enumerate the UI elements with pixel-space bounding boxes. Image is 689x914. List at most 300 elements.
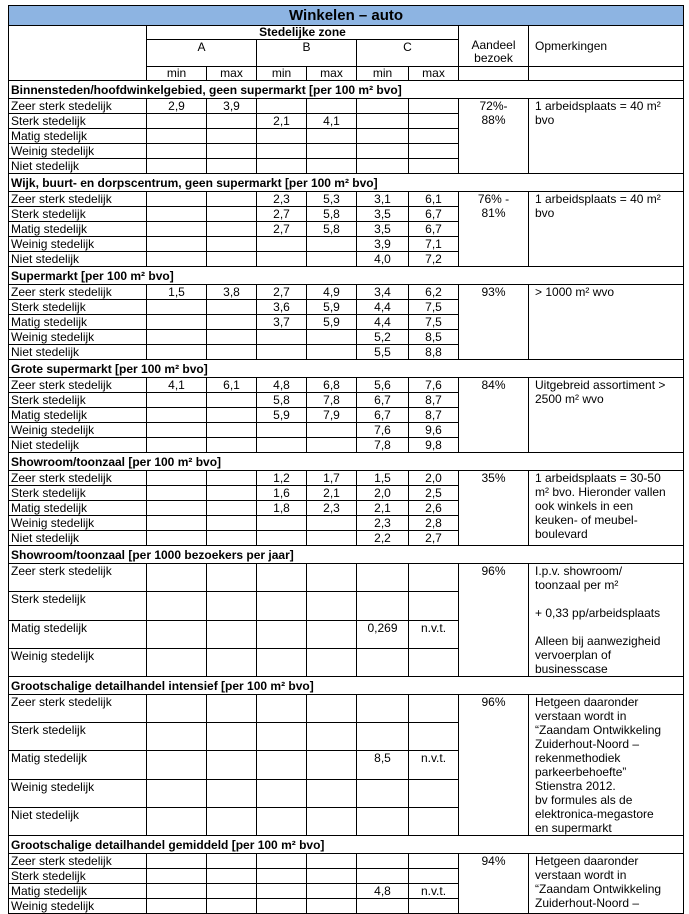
section-title: Grote supermarkt [per 100 m² bvo] [9, 360, 684, 378]
cell-zone-a-min [147, 315, 207, 330]
cell-zone-b-min: 1,2 [257, 471, 307, 486]
cell-zone-b-max [307, 438, 357, 453]
cell-zone-c-max: 2,5 [409, 486, 459, 501]
section-title: Binnensteden/hoofdwinkelgebied, geen supermarkt [per 100 m² bvo] [9, 81, 684, 99]
cell-zone-c-max: 7,6 [409, 378, 459, 393]
cell-zone-c-min: 3,5 [357, 222, 409, 237]
section-title: Grootschalige detailhandel intensief [per 100 m² bvo] [9, 677, 684, 695]
header-a-max: max [207, 67, 257, 81]
cell-zone-c-max: 2,7 [409, 531, 459, 546]
cell-zone-a-max [207, 207, 257, 222]
cell-zone-a-min [147, 192, 207, 207]
row-label: Matig stedelijk [9, 222, 147, 237]
cell-zone-a-max: 3,8 [207, 285, 257, 300]
row-label: Weinig stedelijk [9, 144, 147, 159]
cell-zone-b-min [257, 779, 307, 807]
row-label: Sterk stedelijk [9, 300, 147, 315]
cell-zone-a-max [207, 531, 257, 546]
cell-zone-c-min [357, 899, 409, 914]
cell-zone-c-max [409, 564, 459, 592]
cell-zone-a-max [207, 471, 257, 486]
cell-zone-b-max: 5,3 [307, 192, 357, 207]
aandeel-bezoek-value: 76% - 81% [459, 192, 529, 267]
cell-zone-a-min [147, 252, 207, 267]
row-label: Weinig stedelijk [9, 237, 147, 252]
cell-zone-a-min [147, 222, 207, 237]
cell-zone-a-min [147, 807, 207, 835]
cell-zone-a-max [207, 393, 257, 408]
cell-zone-a-max: 3,9 [207, 99, 257, 114]
cell-zone-b-max [307, 129, 357, 144]
cell-zone-c-min [357, 99, 409, 114]
cell-zone-a-max [207, 807, 257, 835]
row-label: Zeer sterk stedelijk [9, 99, 147, 114]
cell-zone-a-max [207, 751, 257, 779]
cell-zone-a-min [147, 159, 207, 174]
header-zone-b: B [257, 40, 357, 67]
cell-zone-a-min [147, 207, 207, 222]
cell-zone-c-max: 7,5 [409, 300, 459, 315]
cell-zone-b-min [257, 899, 307, 914]
opmerkingen-value: Uitgebreid assortiment > 2500 m² wvo [529, 378, 684, 453]
cell-zone-b-max: 5,8 [307, 207, 357, 222]
cell-zone-a-max [207, 114, 257, 129]
cell-zone-a-max [207, 330, 257, 345]
cell-zone-b-min [257, 330, 307, 345]
row-label: Sterk stedelijk [9, 723, 147, 751]
cell-zone-a-min [147, 723, 207, 751]
row-label: Weinig stedelijk [9, 648, 147, 676]
cell-zone-c-max: 7,5 [409, 315, 459, 330]
cell-zone-b-min [257, 884, 307, 899]
cell-zone-a-max [207, 144, 257, 159]
cell-zone-b-min: 1,8 [257, 501, 307, 516]
table-row [9, 471, 684, 486]
cell-zone-a-min [147, 408, 207, 423]
header-zone-c: C [357, 40, 459, 67]
opmerkingen-value: 1 arbeidsplaats = 30-50 m² bvo. Hieronder vallen ook winkels in een keuken- of meubel- boulevard [529, 471, 684, 546]
cell-zone-c-min: 4,0 [357, 252, 409, 267]
cell-zone-b-min: 3,6 [257, 300, 307, 315]
cell-zone-a-min [147, 438, 207, 453]
cell-zone-c-min [357, 159, 409, 174]
cell-zone-b-min [257, 159, 307, 174]
table-row [9, 99, 684, 114]
cell-zone-c-min: 5,5 [357, 345, 409, 360]
row-label: Sterk stedelijk [9, 486, 147, 501]
cell-zone-c-max: n.v.t. [409, 751, 459, 779]
cell-zone-a-min [147, 648, 207, 676]
cell-zone-a-min [147, 237, 207, 252]
cell-zone-c-min: 3,5 [357, 207, 409, 222]
cell-zone-c-min [357, 114, 409, 129]
opmerkingen-value: Hetgeen daaronder verstaan wordt in “Zaandam Ontwikkeling Zuiderhout-Noord – [529, 854, 684, 914]
cell-zone-b-min [257, 751, 307, 779]
cell-zone-b-min: 5,8 [257, 393, 307, 408]
table-row [9, 192, 684, 207]
row-label: Sterk stedelijk [9, 869, 147, 884]
cell-zone-a-max [207, 237, 257, 252]
opmerkingen-value: 1 arbeidsplaats = 40 m² bvo [529, 192, 684, 267]
cell-zone-c-max: 6,7 [409, 222, 459, 237]
cell-zone-b-max [307, 807, 357, 835]
cell-zone-a-max [207, 486, 257, 501]
cell-zone-b-min: 4,8 [257, 378, 307, 393]
cell-zone-a-max [207, 592, 257, 620]
cell-zone-b-min [257, 648, 307, 676]
cell-zone-a-min [147, 345, 207, 360]
cell-zone-a-min [147, 486, 207, 501]
cell-zone-b-max [307, 592, 357, 620]
cell-zone-b-max [307, 159, 357, 174]
cell-zone-b-max: 1,7 [307, 471, 357, 486]
cell-zone-c-min [357, 592, 409, 620]
cell-zone-c-min: 3,9 [357, 237, 409, 252]
cell-zone-b-max [307, 751, 357, 779]
cell-zone-c-min: 2,1 [357, 501, 409, 516]
table-row [9, 695, 684, 723]
cell-zone-c-max: n.v.t. [409, 884, 459, 899]
cell-zone-c-max: 8,5 [409, 330, 459, 345]
cell-zone-a-max [207, 779, 257, 807]
cell-zone-c-max [409, 779, 459, 807]
cell-zone-c-max [409, 159, 459, 174]
cell-zone-a-min [147, 114, 207, 129]
cell-zone-a-min: 2,9 [147, 99, 207, 114]
cell-zone-b-min: 2,3 [257, 192, 307, 207]
cell-zone-c-max [409, 723, 459, 751]
cell-zone-a-min [147, 899, 207, 914]
row-label: Niet stedelijk [9, 531, 147, 546]
cell-zone-c-min: 7,6 [357, 423, 409, 438]
row-label: Niet stedelijk [9, 252, 147, 267]
cell-zone-a-max [207, 884, 257, 899]
cell-zone-b-max [307, 237, 357, 252]
cell-zone-c-max: 2,8 [409, 516, 459, 531]
cell-zone-a-max: 6,1 [207, 378, 257, 393]
cell-zone-a-max [207, 620, 257, 648]
cell-zone-b-max: 4,9 [307, 285, 357, 300]
header-aandeel-bezoek: Aandeel bezoek [459, 26, 529, 67]
cell-zone-b-min [257, 695, 307, 723]
row-label: Matig stedelijk [9, 315, 147, 330]
cell-zone-a-max [207, 300, 257, 315]
cell-zone-b-min [257, 129, 307, 144]
cell-zone-c-max [409, 869, 459, 884]
cell-zone-a-max [207, 252, 257, 267]
cell-zone-c-max: n.v.t. [409, 620, 459, 648]
cell-zone-c-min: 4,4 [357, 315, 409, 330]
cell-zone-c-min: 8,5 [357, 751, 409, 779]
cell-zone-c-min: 3,1 [357, 192, 409, 207]
cell-zone-c-max [409, 695, 459, 723]
cell-zone-a-max [207, 695, 257, 723]
row-label: Zeer sterk stedelijk [9, 854, 147, 869]
cell-zone-c-min: 3,4 [357, 285, 409, 300]
cell-zone-b-max: 5,9 [307, 300, 357, 315]
cell-zone-a-min [147, 592, 207, 620]
cell-zone-b-min [257, 564, 307, 592]
table-title: Winkelen – auto [9, 6, 684, 26]
cell-zone-a-max [207, 423, 257, 438]
cell-zone-b-min: 5,9 [257, 408, 307, 423]
opmerkingen-value: 1 arbeidsplaats = 40 m² bvo [529, 99, 684, 174]
cell-zone-c-max: 6,7 [409, 207, 459, 222]
cell-zone-b-max [307, 899, 357, 914]
table-row [9, 285, 684, 300]
aandeel-bezoek-value: 94% [459, 854, 529, 914]
cell-zone-a-max [207, 438, 257, 453]
cell-zone-b-max [307, 330, 357, 345]
cell-zone-b-max [307, 423, 357, 438]
cell-zone-a-min [147, 779, 207, 807]
cell-zone-c-max: 6,2 [409, 285, 459, 300]
header-aandeel-spacer [459, 67, 529, 81]
header-b-min: min [257, 67, 307, 81]
cell-zone-c-max: 8,8 [409, 345, 459, 360]
cell-zone-c-max: 2,0 [409, 471, 459, 486]
cell-zone-b-max: 7,9 [307, 408, 357, 423]
row-label: Weinig stedelijk [9, 899, 147, 914]
row-label: Sterk stedelijk [9, 592, 147, 620]
cell-zone-c-max: 7,2 [409, 252, 459, 267]
cell-zone-a-min [147, 501, 207, 516]
row-label: Zeer sterk stedelijk [9, 564, 147, 592]
table-row [9, 564, 684, 592]
cell-zone-a-max [207, 723, 257, 751]
cell-zone-b-max: 7,8 [307, 393, 357, 408]
section-title: Showroom/toonzaal [per 100 m² bvo] [9, 453, 684, 471]
opmerkingen-value: > 1000 m² wvo [529, 285, 684, 360]
header-opmerkingen-spacer [529, 67, 684, 81]
cell-zone-a-min [147, 516, 207, 531]
cell-zone-a-max [207, 869, 257, 884]
cell-zone-c-min: 2,3 [357, 516, 409, 531]
cell-zone-b-max [307, 144, 357, 159]
cell-zone-c-max [409, 807, 459, 835]
cell-zone-c-min: 5,6 [357, 378, 409, 393]
cell-zone-c-max: 6,1 [409, 192, 459, 207]
row-label: Niet stedelijk [9, 438, 147, 453]
cell-zone-c-max [409, 854, 459, 869]
aandeel-bezoek-value: 35% [459, 471, 529, 546]
row-label: Matig stedelijk [9, 620, 147, 648]
row-label: Matig stedelijk [9, 408, 147, 423]
cell-zone-c-min: 0,269 [357, 620, 409, 648]
row-label: Zeer sterk stedelijk [9, 695, 147, 723]
cell-zone-b-max: 6,8 [307, 378, 357, 393]
cell-zone-c-min [357, 807, 409, 835]
row-label: Zeer sterk stedelijk [9, 192, 147, 207]
header-stedelijke-zone: Stedelijke zone [147, 26, 459, 40]
row-label: Matig stedelijk [9, 129, 147, 144]
cell-zone-b-min [257, 99, 307, 114]
row-label: Zeer sterk stedelijk [9, 378, 147, 393]
cell-zone-c-min [357, 869, 409, 884]
cell-zone-c-max [409, 648, 459, 676]
opmerkingen-value: I.p.v. showroom/ toonzaal per m² + 0,33 pp/arbeidsplaats Alleen bij aanwezigheid vervoerplan of businesscase [529, 564, 684, 677]
cell-zone-a-max [207, 315, 257, 330]
cell-zone-a-max [207, 129, 257, 144]
cell-zone-c-min: 4,4 [357, 300, 409, 315]
cell-zone-c-max: 8,7 [409, 393, 459, 408]
row-label: Sterk stedelijk [9, 207, 147, 222]
cell-zone-b-min [257, 345, 307, 360]
cell-zone-b-max [307, 723, 357, 751]
cell-zone-b-min: 2,7 [257, 222, 307, 237]
cell-zone-b-max [307, 516, 357, 531]
cell-zone-b-max [307, 252, 357, 267]
cell-zone-c-max [409, 144, 459, 159]
header-opmerkingen: Opmerkingen [529, 26, 684, 67]
cell-zone-b-min [257, 423, 307, 438]
cell-zone-b-min: 2,7 [257, 207, 307, 222]
row-label: Matig stedelijk [9, 501, 147, 516]
cell-zone-c-min: 2,2 [357, 531, 409, 546]
cell-zone-c-max: 8,7 [409, 408, 459, 423]
cell-zone-a-min [147, 423, 207, 438]
cell-zone-a-max [207, 854, 257, 869]
cell-zone-b-min [257, 237, 307, 252]
cell-zone-a-max [207, 408, 257, 423]
section-title: Supermarkt [per 100 m² bvo] [9, 267, 684, 285]
aandeel-bezoek-value: 93% [459, 285, 529, 360]
cell-zone-c-min [357, 129, 409, 144]
row-label: Sterk stedelijk [9, 114, 147, 129]
cell-zone-c-max: 2,6 [409, 501, 459, 516]
cell-zone-a-min [147, 144, 207, 159]
cell-zone-c-min: 6,7 [357, 408, 409, 423]
cell-zone-c-min [357, 648, 409, 676]
cell-zone-a-max [207, 501, 257, 516]
cell-zone-b-max [307, 884, 357, 899]
cell-zone-c-max [409, 899, 459, 914]
cell-zone-b-min: 1,6 [257, 486, 307, 501]
header-label-cell [9, 26, 147, 81]
cell-zone-b-max [307, 531, 357, 546]
cell-zone-a-max [207, 899, 257, 914]
cell-zone-b-max [307, 345, 357, 360]
aandeel-bezoek-value: 96% [459, 695, 529, 836]
section-title: Showroom/toonzaal [per 1000 bezoekers per jaar] [9, 546, 684, 564]
cell-zone-b-max [307, 869, 357, 884]
aandeel-bezoek-value: 72%- 88% [459, 99, 529, 174]
cell-zone-b-min [257, 807, 307, 835]
row-label: Niet stedelijk [9, 159, 147, 174]
cell-zone-a-max [207, 192, 257, 207]
aandeel-bezoek-value: 96% [459, 564, 529, 677]
cell-zone-b-min [257, 620, 307, 648]
cell-zone-b-max [307, 695, 357, 723]
header-c-max: max [409, 67, 459, 81]
cell-zone-a-max [207, 516, 257, 531]
cell-zone-a-min [147, 884, 207, 899]
cell-zone-a-max [207, 564, 257, 592]
cell-zone-c-max [409, 99, 459, 114]
header-c-min: min [357, 67, 409, 81]
cell-zone-b-min: 2,7 [257, 285, 307, 300]
section-title: Grootschalige detailhandel gemiddeld [per 100 m² bvo] [9, 836, 684, 854]
cell-zone-a-min: 1,5 [147, 285, 207, 300]
cell-zone-c-min: 6,7 [357, 393, 409, 408]
cell-zone-a-min [147, 300, 207, 315]
cell-zone-b-max [307, 620, 357, 648]
cell-zone-b-max [307, 648, 357, 676]
cell-zone-a-min [147, 330, 207, 345]
cell-zone-b-max: 5,9 [307, 315, 357, 330]
cell-zone-b-min [257, 252, 307, 267]
cell-zone-b-min: 2,1 [257, 114, 307, 129]
cell-zone-c-min [357, 695, 409, 723]
row-label: Weinig stedelijk [9, 423, 147, 438]
cell-zone-c-min: 5,2 [357, 330, 409, 345]
cell-zone-a-max [207, 648, 257, 676]
cell-zone-c-max: 9,8 [409, 438, 459, 453]
opmerkingen-value: Hetgeen daaronder verstaan wordt in “Zaandam Ontwikkeling Zuiderhout-Noord – rekenmethodiek parkeerbehoefte” Stienstra 2012. bv formules als de elektronica-megastore en supermarkt [529, 695, 684, 836]
cell-zone-a-min [147, 531, 207, 546]
cell-zone-b-max: 5,8 [307, 222, 357, 237]
cell-zone-c-max [409, 592, 459, 620]
cell-zone-b-max [307, 564, 357, 592]
cell-zone-a-max [207, 222, 257, 237]
cell-zone-b-max [307, 779, 357, 807]
header-b-max: max [307, 67, 357, 81]
cell-zone-b-max: 4,1 [307, 114, 357, 129]
cell-zone-c-min [357, 723, 409, 751]
header-a-min: min [147, 67, 207, 81]
cell-zone-b-min [257, 592, 307, 620]
cell-zone-a-min [147, 471, 207, 486]
cell-zone-c-min [357, 564, 409, 592]
cell-zone-b-min [257, 516, 307, 531]
cell-zone-b-min [257, 144, 307, 159]
row-label: Sterk stedelijk [9, 393, 147, 408]
cell-zone-c-min: 7,8 [357, 438, 409, 453]
cell-zone-c-min [357, 779, 409, 807]
cell-zone-b-min [257, 723, 307, 751]
cell-zone-b-max: 2,1 [307, 486, 357, 501]
cell-zone-c-min [357, 854, 409, 869]
row-label: Weinig stedelijk [9, 330, 147, 345]
cell-zone-b-min: 3,7 [257, 315, 307, 330]
cell-zone-c-min: 2,0 [357, 486, 409, 501]
table-row [9, 378, 684, 393]
cell-zone-a-min [147, 695, 207, 723]
cell-zone-c-max [409, 114, 459, 129]
cell-zone-b-max: 2,3 [307, 501, 357, 516]
cell-zone-c-max [409, 129, 459, 144]
row-label: Weinig stedelijk [9, 779, 147, 807]
cell-zone-a-min: 4,1 [147, 378, 207, 393]
header-zone-a: A [147, 40, 257, 67]
cell-zone-a-max [207, 345, 257, 360]
parking-norms-document [8, 5, 683, 914]
row-label: Matig stedelijk [9, 751, 147, 779]
cell-zone-a-min [147, 129, 207, 144]
cell-zone-a-min [147, 620, 207, 648]
cell-zone-b-min [257, 531, 307, 546]
row-label: Weinig stedelijk [9, 516, 147, 531]
parking-norms-table [8, 5, 684, 914]
cell-zone-b-max [307, 854, 357, 869]
table-row [9, 854, 684, 869]
cell-zone-a-min [147, 751, 207, 779]
cell-zone-c-max: 7,1 [409, 237, 459, 252]
cell-zone-a-min [147, 564, 207, 592]
cell-zone-a-min [147, 393, 207, 408]
cell-zone-c-max: 9,6 [409, 423, 459, 438]
cell-zone-c-min: 4,8 [357, 884, 409, 899]
